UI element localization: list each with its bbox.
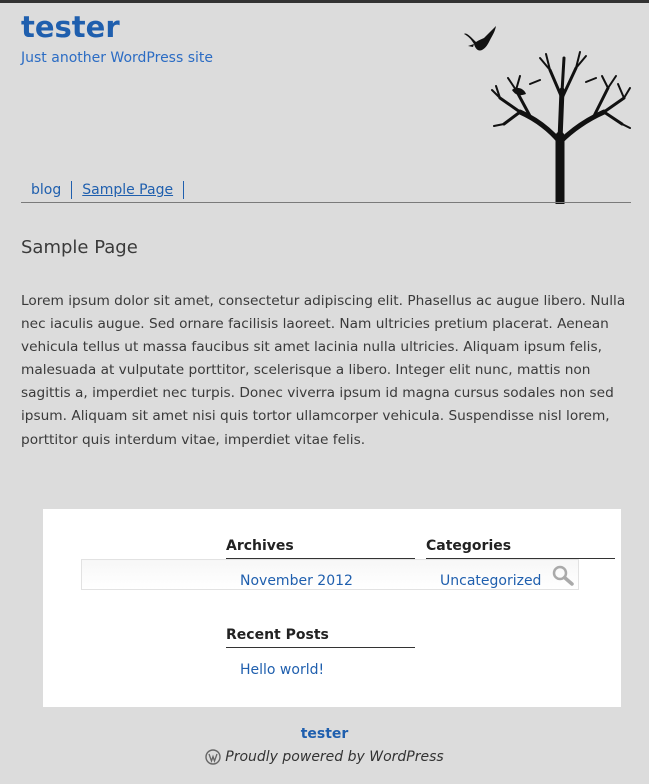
page-title: Sample Page xyxy=(21,237,138,258)
nav-item-sample-page[interactable]: Sample Page xyxy=(82,182,174,198)
site-description: Just another WordPress site xyxy=(21,50,214,66)
footer-credit xyxy=(0,748,649,766)
recent-post-link[interactable]: Hello world! xyxy=(240,662,325,678)
widget-area xyxy=(43,509,621,707)
page-content: Lorem ipsum dolor sit amet, consectetur adipiscing elit. Phasellus ac augue libero. Nulla nec iaculis augue. Sed ornare facilisis laoreet. Nam ultricies pretium placerat. Aenean vehicula tellus ut massa faucibus sit amet lacinia nulla ultricies. Aliquam ipsum felis, malesuada at vulputate porttitor, scelerisque a libero. Integer elit nunc, mattis non sagittis a, imperdiet nec turpis. Donec viverra ipsum id magna cursus sodales non sed ipsum. Aliquam sit amet nisi quis tortor ullamcorper vehicula. Suspendisse nisl lorem, porttitor quis interdum vitae, imperdiet vitae felis. xyxy=(21,293,626,448)
tree-illustration xyxy=(490,50,632,204)
archive-link[interactable]: November 2012 xyxy=(240,573,353,589)
header-divider xyxy=(21,202,631,203)
widget-title-categories: Categories xyxy=(426,537,615,559)
top-border xyxy=(0,0,649,3)
nav-item-blog[interactable]: blog xyxy=(31,182,62,198)
magnifier-icon[interactable] xyxy=(551,564,575,586)
nav-separator xyxy=(183,181,184,199)
category-link[interactable]: Uncategorized xyxy=(440,573,542,589)
site-title[interactable]: tester xyxy=(21,10,120,44)
main-navigation xyxy=(21,179,184,201)
wordpress-icon[interactable] xyxy=(205,749,221,765)
credit-text[interactable]: Proudly powered by WordPress xyxy=(225,749,444,765)
widget-title-archives: Archives xyxy=(226,537,415,559)
footer-site-title[interactable]: tester xyxy=(300,726,349,742)
widget-title-recent-posts: Recent Posts xyxy=(226,626,415,648)
